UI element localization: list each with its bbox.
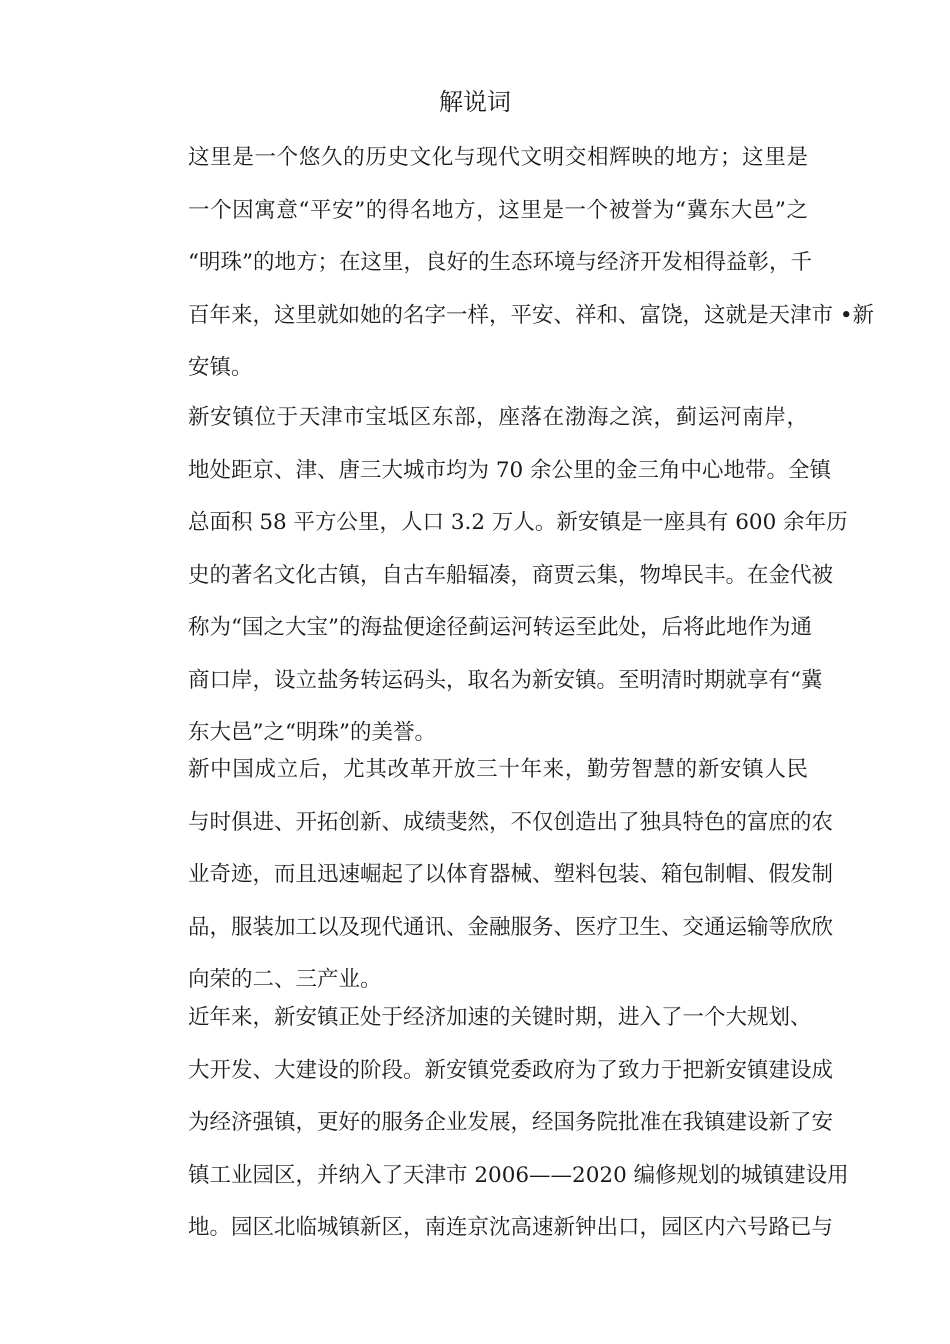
- paragraph-recent: [145, 992, 849, 1255]
- paragraph-line: 百年来，这里就如她的名字一样，平安、祥和、富饶，这就是天津市 •新: [188, 302, 875, 328]
- paragraph-line: 这里是一个悠久的历史文化与现代文明交相辉映的地方；这里是: [188, 145, 808, 170]
- paragraph-line: 镇工业园区，并纳入了天津市 2006——2020 编修规划的城镇建设用: [188, 1162, 849, 1188]
- paragraph-line: 地处距京、津、唐三大城市均为 70 余公里的金三角中心地带。全镇: [188, 457, 832, 483]
- paragraph-line: 东大邑”之“明珠”的美誉。: [188, 720, 436, 745]
- document-title: 解说词: [439, 88, 511, 116]
- paragraph-line: 新安镇位于天津市宝坻区东部，座落在渤海之滨，蓟运河南岸，: [188, 405, 808, 430]
- paragraph-line: 称为“国之大宝”的海盐便途径蓟运河转运至此处，后将此地作为通: [188, 615, 812, 640]
- paragraph-intro: [145, 132, 875, 395]
- paragraph-line: 近年来，新安镇正处于经济加速的关键时期，进入了一个大规划、: [188, 1005, 812, 1030]
- paragraph-development: [145, 744, 834, 1007]
- paragraph-line: 大开发、大建设的阶段。新安镇党委政府为了致力于把新安镇建设成: [188, 1057, 834, 1083]
- paragraph-line: 一个因寓意“平安”的得名地方，这里是一个被誉为“冀东大邑”之: [188, 197, 808, 223]
- paragraph-line: 地。园区北临城镇新区，南连京沈高速新钟出口，园区内六号路已与: [188, 1215, 834, 1240]
- paragraph-line: 品，服装加工以及现代通讯、金融服务、医疗卫生、交通运输等欣欣: [188, 914, 834, 940]
- paragraph-line: 商口岸，设立盐务转运码头，取名为新安镇。至明清时期就享有“冀: [188, 667, 823, 693]
- paragraph-line: 业奇迹，而且迅速崛起了以体育器械、塑料包装、箱包制帽、假发制: [188, 862, 834, 887]
- paragraph-location: [145, 392, 848, 760]
- paragraph-line: 为经济强镇，更好的服务企业发展，经国务院批准在我镇建设新了安: [188, 1110, 834, 1135]
- paragraph-line: 总面积 58 平方公里，人口 3.2 万人。新安镇是一座具有 600 余年历: [188, 510, 848, 535]
- paragraph-line: 史的著名文化古镇，自古车船辐凑，商贾云集，物埠民丰。在金代被: [188, 562, 834, 588]
- paragraph-line: “明珠”的地方；在这里，良好的生态环境与经济开发相得益彰，千: [188, 250, 812, 275]
- paragraph-line: 新中国成立后，尤其改革开放三十年来，勤劳智慧的新安镇人民: [188, 757, 808, 782]
- paragraph-line: 向荣的二、三产业。: [188, 967, 382, 992]
- paragraph-line: 安镇。: [188, 355, 253, 380]
- paragraph-line: 与时俱进、开拓创新、成绩斐然，不仅创造出了独具特色的富庶的农: [188, 809, 834, 835]
